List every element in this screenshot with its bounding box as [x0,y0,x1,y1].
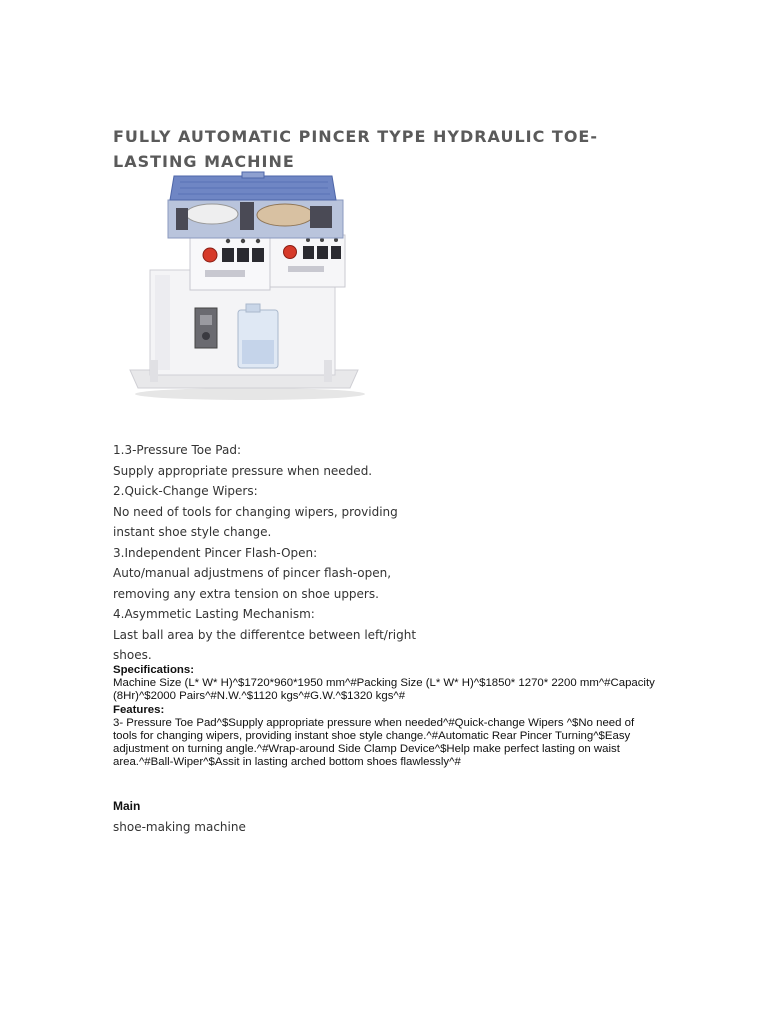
document-title: FULLY AUTOMATIC PINCER TYPE HYDRAULIC TOE-LASTING MACHINE [113,127,598,171]
body-line: 3.Independent Pincer Flash-Open: [113,545,318,560]
body-line: 4.Asymmetic Lasting Mechanism: [113,607,315,621]
features-text: 3- Pressure Toe Pad^$Supply appropriate pressure when needed^#Quick-change Wipers ^$No need of tools for changing wipers, providing instant shoe style change.^#Automatic Rear Pincer Turning^$Easy adjustment on turning angle.^#Wrap-around Side Clamp Device^$Help make perfect lasting on waist area.^#Ball-Wiper^$Assit in lasting arched bottom shoes flawlessly^# [113,716,635,769]
feature-lines [113,440,433,666]
body-line: Last ball area by the differentce between left/right [113,627,417,642]
body-line: No need of tools for changing wipers, providing [113,504,398,519]
specifications-text: Machine Size (L* W* H)^$1720*960*1950 mm^#Packing Size (L* W* H)^$1850* 1270* 2200 mm^#Capacity (8Hr)^$2000 Pairs^#N.W.^$1120 kgs^#G.W.^$1320 kgs^# [113,677,655,703]
main-value: shoe-making machine [113,820,246,834]
body-line: removing any extra tension on shoe uppers. [113,586,379,601]
body-line: instant shoe style change. [113,525,272,539]
product-photo [110,170,370,410]
body-line: 1.3-Pressure Toe Pad: [113,443,242,457]
specifications-heading: Specifications: [113,664,195,676]
body-line: Auto/manual adjustmens of pincer flash-open, [113,566,392,580]
features-heading: Features: [113,703,165,716]
main-heading: Main [113,799,141,813]
body-line: shoes. [113,648,152,662]
body-line: Supply appropriate pressure when needed. [113,463,373,478]
body-line: 2.Quick-Change Wipers: [113,484,258,498]
specifications-block [113,664,658,770]
